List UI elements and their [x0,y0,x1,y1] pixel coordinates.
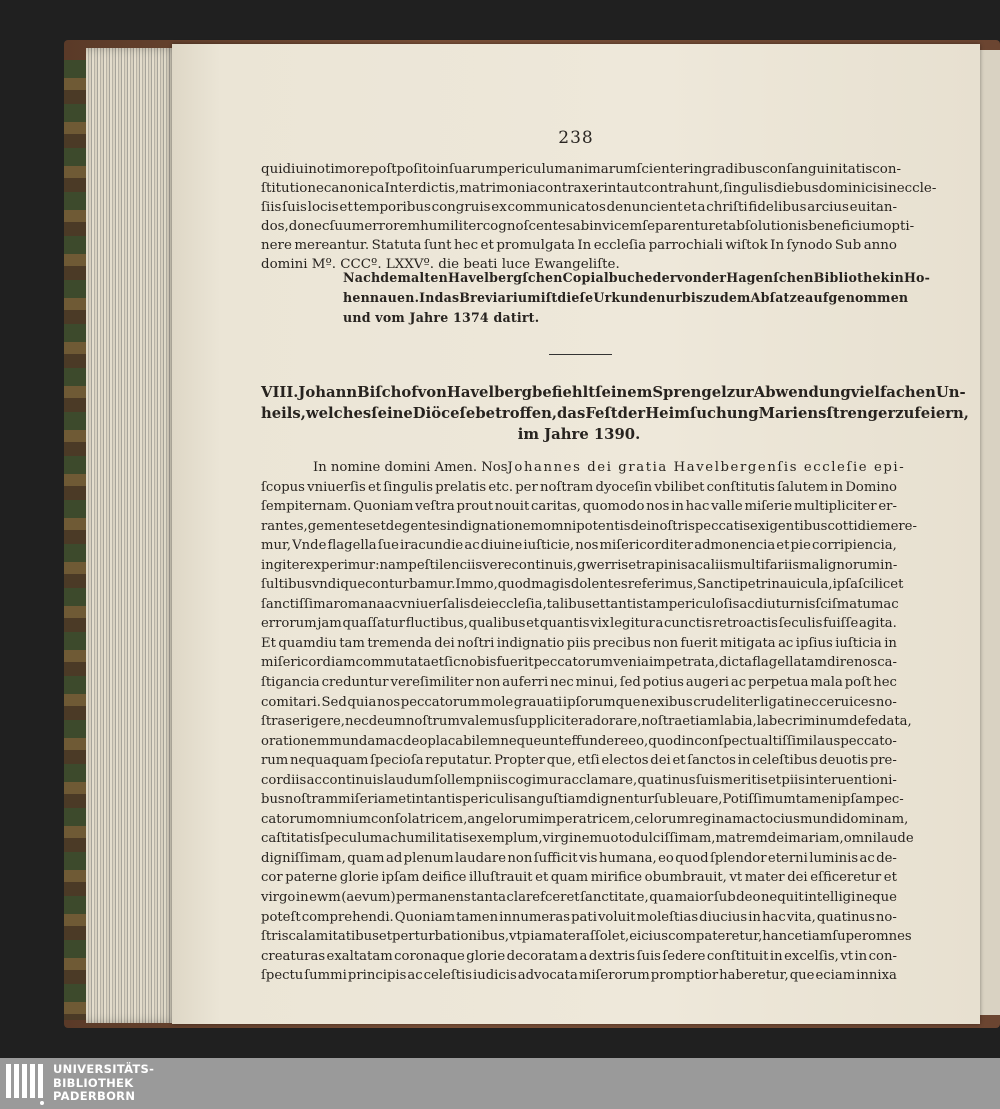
body-lead: In nomine domini Amen. Nos [313,460,508,475]
text-line: ſiis ſuis locis et temporibus congruis ex communicatos denuncient et a chriſti fidelibus arcius euitan- [261,200,897,215]
section-divider [549,354,612,355]
body-spaced-name: Johannes dei gratia Havelbergenſis eccleſie epi- [507,460,906,475]
body-line: bus noſtram miſeriam et in tantis periculis anguſtiam dignentur ſubleuare, Potiſſimum tamen ipſam pec- [261,792,904,808]
body-line: ſultibus vndique conturbamur. Immo, quod magis dolentes referimus, Sancti petri nauicula, ipſa ſcilicet [261,577,904,593]
library-name-line: PADERBORN [53,1089,136,1103]
book-page [172,44,980,1024]
body-line: virgo in ewm (aevum) permanens tanta clarefceret ſanctitate, qua maior ſub deo nequit intelligi neque [261,890,897,906]
heading-line: heils, welches ſeine Diöceſe betroffen, das Feſt der Heimſuchung Mariens ſtrenger zu feiern, [261,405,969,422]
note-line: hennauen. In das Breviarium iſt dieſe Urkunde nur bis zu dem Abſatze aufgenommen [343,290,909,305]
library-name [53,1063,154,1104]
text-line: nere mereantur. Statuta ſunt hec et promulgata In eccleſia parrochiali wiſtok In ſynodo Sub anno [261,238,897,253]
body-first-line [261,458,906,478]
note-line: Nach dem alten Havelbergſchen Copialbuche der von der Hagenſchen Bibliothek in Ho- [343,270,931,285]
body-line: ſtris calamitatibus et perturbationibus, vt pia mater aſſolet, eicius compateretur, hanc etiam ſuper omnes [261,929,912,945]
note-line: und vom Jahre 1374 datirt. [343,310,540,325]
body-line: miſericordiam commutata et ſic nobis fuerit peccatorum venia impetrata, dicta flagella tam dire nos ca- [261,655,897,671]
body-line: ſtras erigere, nec deum noſtrum valemus ſuppliciter adorare, noſtra etiam labia, labe criminum defedata, [261,714,912,730]
source-note [343,268,931,328]
text-line: dos, donec ſuum errorem humiliter cognoſcentes ab invicem ſeparentur et abſolutionis beneficium opti- [261,219,915,234]
body-line: ſcopus vniuerſis et ſingulis prelatis etc. per noſtram dyoceſin vbilibet conſtitutis ſalutem in Domino [261,479,897,495]
preceding-text [261,160,937,274]
body-line: Et quamdiu tam tremenda dei noſtri indignatio piis precibus non fuerit mitigata ac ipſius iuſticia in [261,635,897,651]
page-edges [86,48,178,1023]
body-line: ſempiternam. Quoniam veſtra prout nouit caritas, quomodo nos in hac valle miſerie multipliciter er- [261,499,897,515]
text-line: domini Mº. CCCº. LXXVº. die beati luce Ewangeliſte. [261,257,620,272]
body-line: caſtitatis ſpeculum ac humilitatis exemplum, virginem uoto dulciſſimam, matrem dei mariam, omni laude [261,831,914,847]
body-line: digniſſimam, quam ad plenum laudare non ſufficit vis humana, eo quod ſplendor eterni luminis ac de- [261,850,897,866]
library-footer [0,1058,1000,1109]
heading-line: VIII. Johann Biſchof von Havelberg befiehlt ſeinem Sprengel zur Abwendung vielfachen Un- [261,384,966,401]
text-line: ſtitutione canonica Interdictis, matrimonia contraxerint aut contrahunt, ſingulis diebus dominicis in eccle- [261,181,937,196]
body-line: ſpectu ſummi principis ac celeſtis iudicis advocata miſerorum promptior haberetur, que eciam innixa [261,968,897,984]
body-line: orationem mundam ac deo placabilem nequeunt effundere eo, quod in conſpectu altiſſimi laus peccato- [261,733,897,749]
body-line: ſtigancia creduntur vereſimiliter non auferri nec minui, ſed potius augeri ac perpetua mala poſt hec [261,675,897,691]
body-line: rum nequaquam ſpecioſa reputatur. Propter que, etſi electos dei et ſanctos in celeſtibus deuotis pre- [261,753,897,769]
book-spine [64,60,86,1020]
body-line: cor paterne glorie ipſam deifice illuſtrauit et quam mirifice obumbrauit, vt mater dei eſficeretur et [261,870,897,886]
library-logo-icon [4,1062,46,1106]
body-line: cordiis ac continuis laudum ſollempniis cogimur acclamare, quatinus ſuis meritis et piis interuentioni- [261,772,897,788]
body-line: comitari. Sed quia nos peccatorum mole grauati ipſorumque nexibus crudeliter ligati nec ceruices no- [261,694,897,710]
next-page-edge [980,50,1000,1015]
document-heading [261,382,969,445]
body-line: ſanctiſſima romana ac vniuerſalis dei eccleſia, talibus et tantis tam periculoſis ac diuturnis ſciſmatum ac [261,596,899,612]
body-line: catorum omnium conſolatricem, angelorum imperatricem, celorum reginam ac tocius mundi dominam, [261,811,909,827]
body-line: mur, Vnde flagella ſue iracundie ac diuine iuſticie, nos miſericorditer admonencia et pie corripiencia, [261,538,897,554]
document-body [261,458,917,986]
body-line: creaturas exaltatam coronaque glorie decoratam a dextris ſuis ſedere conſtituit in excelſis, vt in con- [261,948,897,964]
library-name-line: UNIVERSITÄTS- [53,1062,155,1076]
body-line: poteſt comprehendi. Quoniam tamen innumeras pati voluit moleſtias diucius in hac vita, quatinus no- [261,909,897,925]
page-number: 238 [558,128,594,148]
library-name-line: BIBLIOTHEK [53,1075,134,1090]
heading-line: im Jahre 1390. [517,426,641,443]
body-line: errorum jam quaſſatur fluctibus, qualibus et quantis vix legitur a cunctis retroactis ſeculis fuiſſe agita. [261,616,897,632]
body-line: rantes, gementes et degentes indignationem omnipotentis dei noſtris peccatis exigentibus cottidie mere- [261,518,917,534]
text-line: qui diuino timore poſtpoſito in ſuarum periculum animarum ſcienter in gradibus conſanguinitatis con- [261,162,901,177]
body-line: ingiter experimur: nam peſtilenciis vere continuis, gwerris et rapinis ac aliis multifariis malignorum in- [261,557,898,573]
